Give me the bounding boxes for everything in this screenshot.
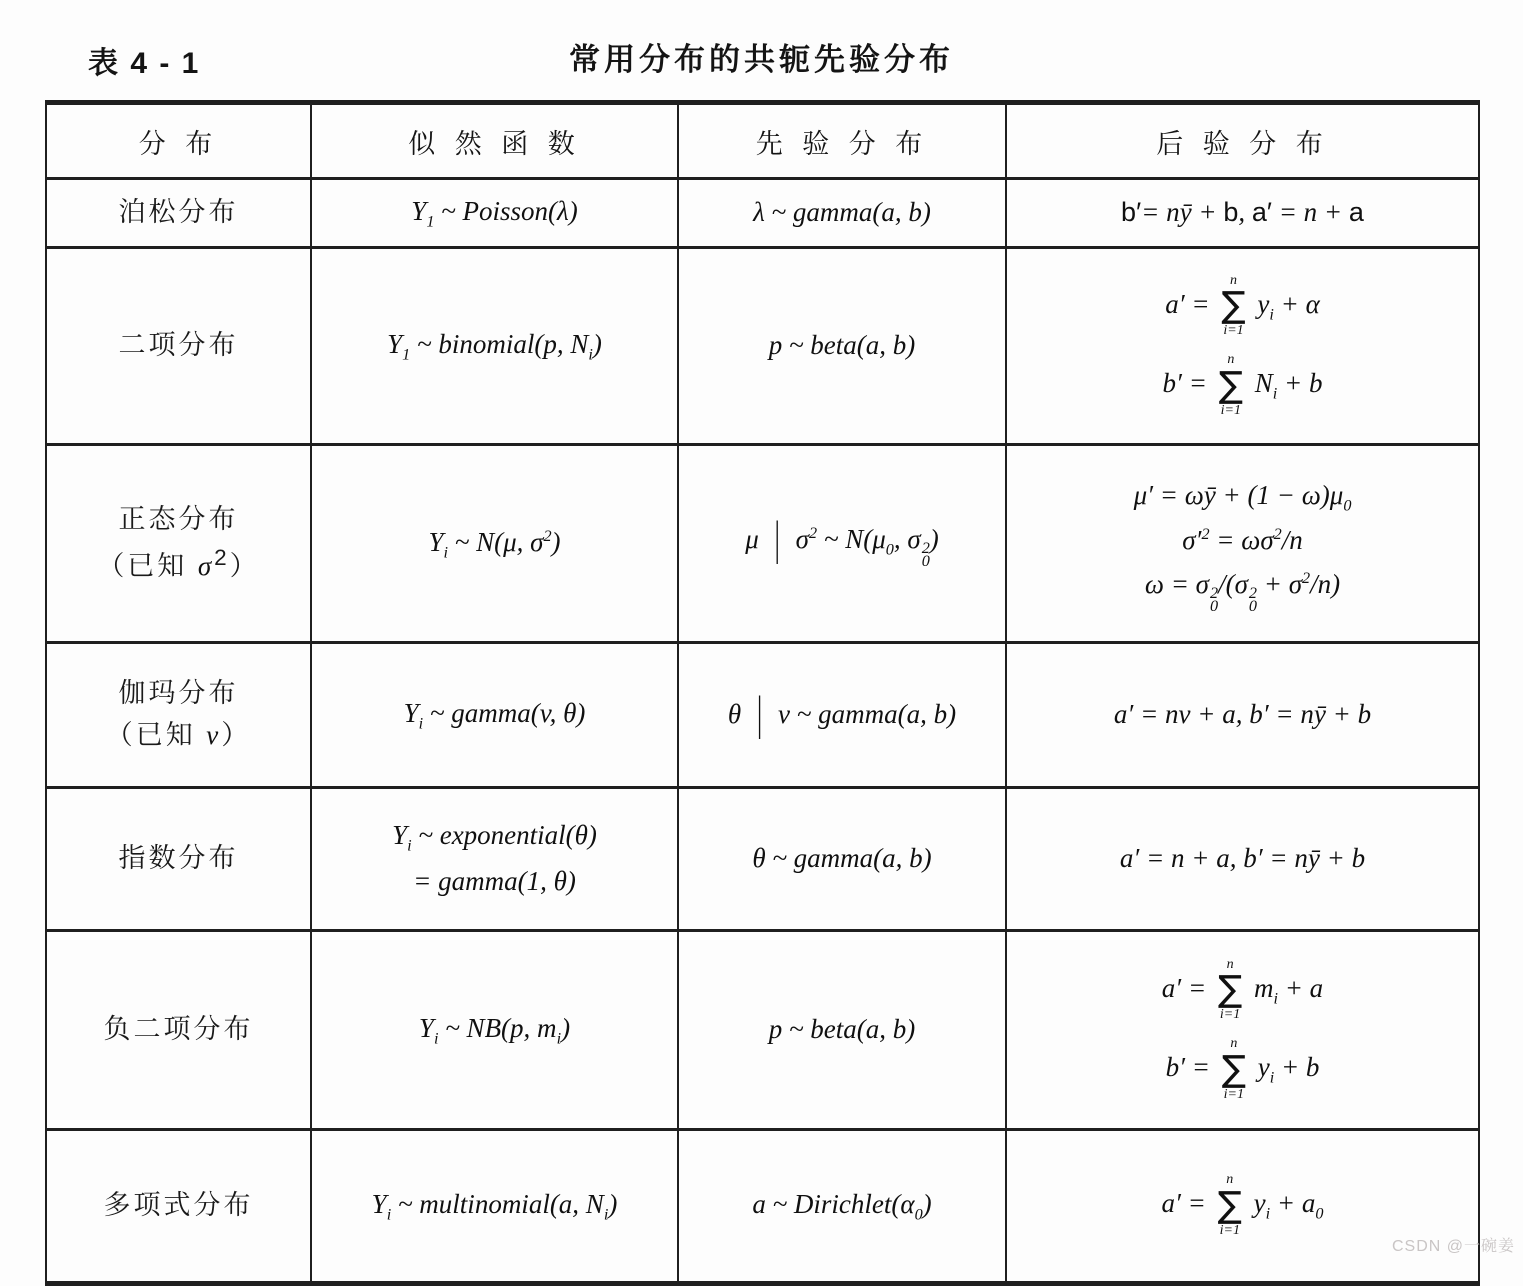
cell-likelihood: $Y_i$ ~ exponential(θ) = gamma(1, θ) [311, 788, 678, 931]
table-caption [0, 34, 1523, 82]
watermark: CSDN @一碗姜 [1391, 1238, 1515, 1255]
cell-distribution-name: 负二项分布 [46, 931, 311, 1130]
table-row-gamma [46, 643, 1479, 788]
cell-prior: p ~ beta(a, b) [678, 248, 1006, 445]
cell-posterior: b′= nȳ + b, a′ = n + a [1006, 179, 1479, 248]
cell-distribution-name: 泊松分布 [46, 179, 311, 248]
header-posterior: 后 验 分 布 [1006, 103, 1479, 179]
table-row-multinomial [46, 1130, 1479, 1284]
cell-prior: p ~ beta(a, b) [678, 931, 1006, 1130]
cell-likelihood: $Y_i$ ~ N(μ, $\sigma^2$) [311, 445, 678, 643]
cell-prior: μ | $\sigma^2$ ~ $N(\mu_0$, σ 2 0 ) [678, 445, 1006, 643]
table-row-normal [46, 445, 1479, 643]
cell-distribution-name: 二项分布 [46, 248, 311, 445]
cell-likelihood: $Y_i$ ~ multinomial(a, $N_i$) [311, 1130, 678, 1284]
table-row-exponential [46, 788, 1479, 931]
table-row-binomial [46, 248, 1479, 445]
cell-likelihood: $Y_1$ ~ Poisson(λ) [311, 179, 678, 248]
cell-prior: a ~ $Dirichlet(\alpha_0)$ [678, 1130, 1006, 1284]
header-distribution: 分 布 [46, 103, 311, 179]
header-prior: 先 验 分 布 [678, 103, 1006, 179]
cell-distribution-name: 指数分布 [46, 788, 311, 931]
table-row-negative-binomial [46, 931, 1479, 1130]
table-header-row [46, 103, 1479, 179]
table-title: 常用分布的共轭先验分布 [569, 42, 954, 77]
cell-likelihood: $Y_i$ ~ NB(p, $m_i$) [311, 931, 678, 1130]
cell-posterior: a′ = nv + a, b′ = nȳ + b [1006, 643, 1479, 788]
cell-prior: λ ~ gamma(a, b) [678, 179, 1006, 248]
conjugate-prior-table [45, 100, 1480, 1286]
cell-distribution-name: 正态分布 （已知 $\sigma^2$） [46, 445, 311, 643]
cell-posterior: μ′ = ωȳ + $(1 - \omega)\mu_0$ $\sigma'^2 = \omega\sigma^2/n$ ω = σ 2 0 /(σ 2 0 + $\sigma^2/n$) [1006, 445, 1479, 643]
cell-posterior: a′ = n ∑ i=1 $y_i + a_0$ [1006, 1130, 1479, 1284]
cell-prior: θ ~ gamma(a, b) [678, 788, 1006, 931]
cell-posterior: a′ = n ∑ i=1 $m_i + a$ b′ = n ∑ i=1 $y_i + b$ [1006, 931, 1479, 1130]
table-number-label: 表 4 - 1 [88, 47, 201, 80]
header-likelihood: 似 然 函 数 [311, 103, 678, 179]
cell-distribution-name: 伽玛分布 （已知 v） [46, 643, 311, 788]
cell-posterior: a′ = n ∑ i=1 $y_i + \alpha$ b′ = n ∑ i=1 $N_i + b$ [1006, 248, 1479, 445]
cell-likelihood: $Y_i$ ~ gamma(v, θ) [311, 643, 678, 788]
cell-likelihood: $Y_1$ ~ binomial(p, $N_i$) [311, 248, 678, 445]
cell-posterior: a′ = n + a, b′ = nȳ + b [1006, 788, 1479, 931]
table-row-poisson [46, 179, 1479, 248]
cell-distribution-name: 多项式分布 [46, 1130, 311, 1284]
cell-prior: θ | v ~ gamma(a, b) [678, 643, 1006, 788]
